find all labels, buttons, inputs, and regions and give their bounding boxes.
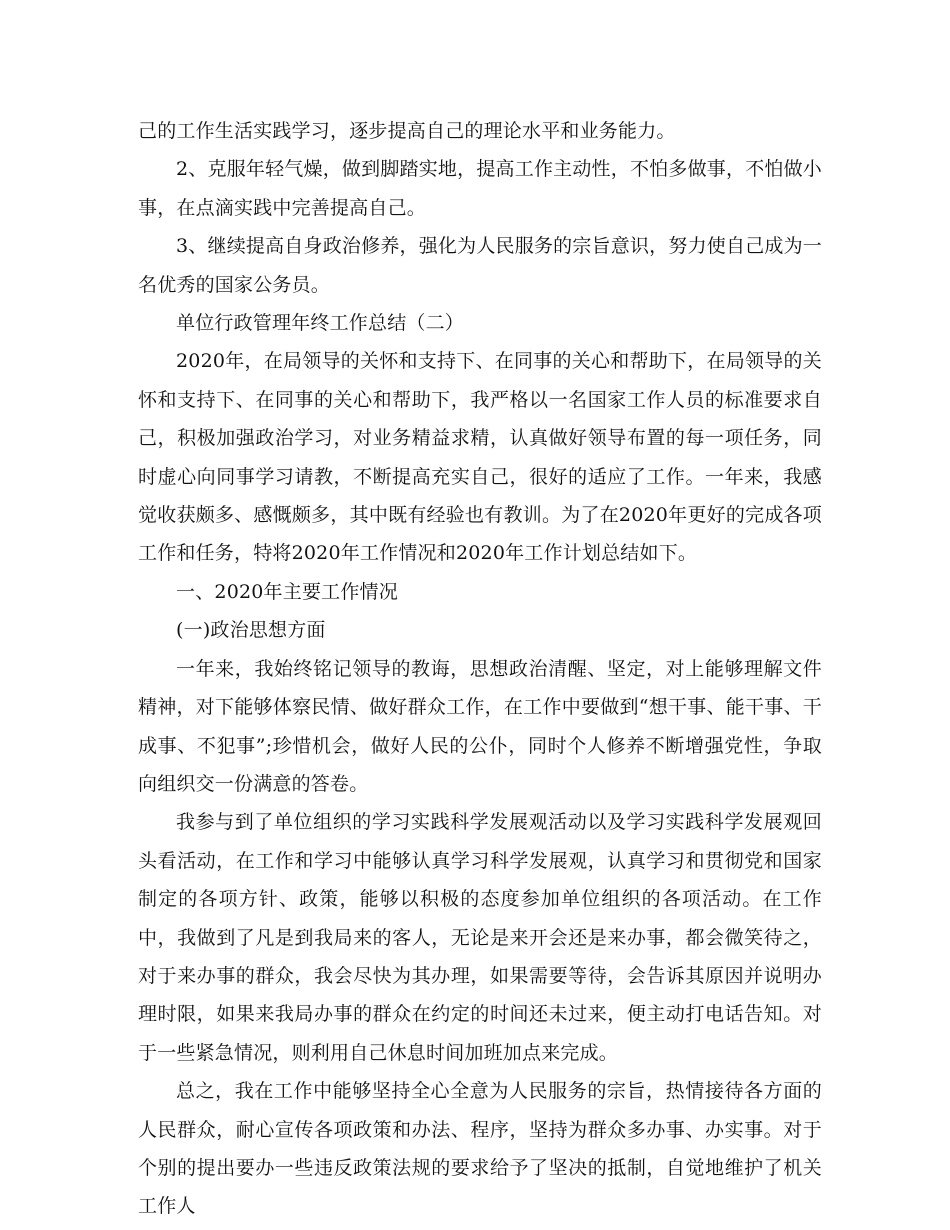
paragraph-summary: 总之，我在工作中能够坚持全心全意为人民服务的宗旨，热情接待各方面的人民群众，耐心宣传各项政策和办法、程序，坚持为群众多办事、办实事。对于个别的提出要办一些违反政策法规的要求给予了坚决的抵制，自觉地维护了机关工作人	[138, 1080, 822, 1218]
paragraph-item-2: 2、克服年轻气燥，做到脚踏实地，提高工作主动性，不怕多做事，不怕做小事，在点滴实践中完善提高自己。	[138, 158, 822, 219]
heading-level-1: 一、2020年主要工作情况	[176, 580, 398, 603]
heading-level-2: (一)政治思想方面	[176, 619, 326, 642]
paragraph-item-3: 3、继续提高自身政治修养，强化为人民服务的宗旨意识，努力使自己成为一名优秀的国家公务员。	[138, 235, 822, 296]
section-title: 单位行政管理年终工作总结（二）	[176, 312, 465, 335]
paragraph-activities: 我参与到了单位组织的学习实践科学发展观活动以及学习实践科学发展观回头看活动，在工作和学习中能够认真学习科学发展观，认真学习和贯彻党和国家制定的各项方针、政策，能够以积极的态度参加单位组织的各项活动。在工作中，我做到了凡是到我局来的客人，无论是来开会还是来办事，都会微笑待之，对于来办事的群众，我会尽快为其办理，如果需要等待，会告诉其原因并说明办理时限，如果来我局办事的群众在约定的时间还未过来，便主动打电话告知。对于一些紧急情况，则利用自己休息时间加班加点来完成。	[138, 811, 822, 1064]
paragraph-continuation: 己的工作生活实践学习，逐步提高自己的理论水平和业务能力。	[138, 120, 676, 142]
paragraph-intro: 2020年，在局领导的关怀和支持下、在同事的关心和帮助下，在局领导的关怀和支持下、在同事的关心和帮助下，我严格以一名国家工作人员的标准要求自己，积极加强政治学习，对业务精益求精，认真做好领导布置的每一项任务，同时虚心向同事学习请教，不断提高充实自己，很好的适应了工作。一年来，我感觉收获颇多、感慨颇多，其中既有经验也有教训。为了在2020年更好的完成各项工作和任务，特将2020年工作情况和2020年工作计划总结如下。	[138, 350, 822, 565]
document-body	[138, 112, 822, 1226]
paragraph-political: 一年来，我始终铭记领导的教诲，思想政治清醒、坚定，对上能够理解文件精神，对下能够体察民情、做好群众工作，在工作中要做到“想干事、能干事、干成事、不犯事”;珍惜机会，做好人民的公仆，同时个人修养不断增强党性，争取向组织交一份满意的答卷。	[138, 657, 822, 795]
